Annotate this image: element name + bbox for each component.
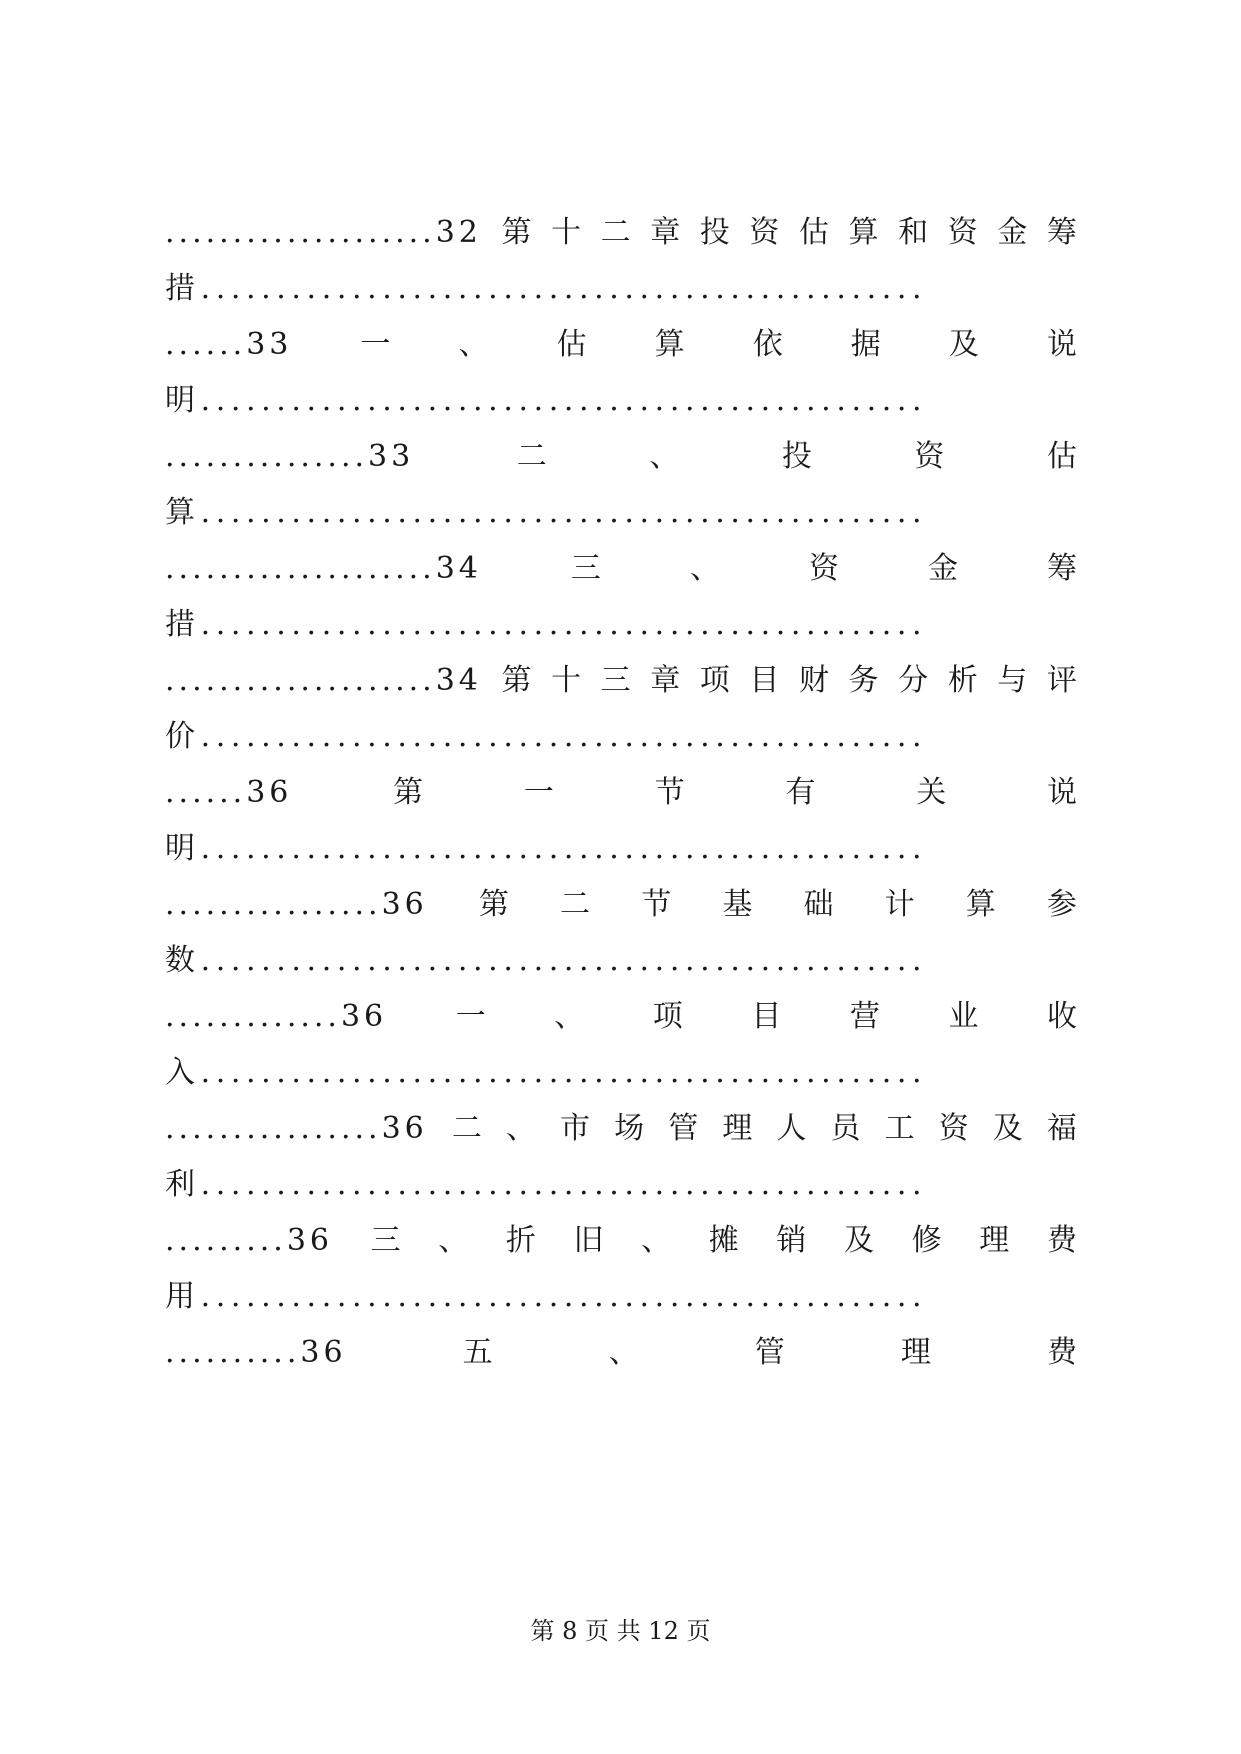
- toc-leader: 利................................................: [165, 1167, 928, 1202]
- toc-char: 评: [1046, 663, 1077, 698]
- toc-char: 、: [689, 551, 720, 586]
- toc-line: [165, 763, 1077, 823]
- toc-char: 三: [370, 1223, 401, 1258]
- toc-char: 理: [979, 1223, 1010, 1258]
- toc-char: 资: [749, 215, 780, 250]
- toc-char: 务: [848, 663, 879, 698]
- toc-char: 算: [848, 215, 879, 250]
- toc-char: 、: [608, 1335, 639, 1370]
- toc-char: 三: [600, 663, 631, 698]
- toc-char: 十: [551, 663, 582, 698]
- toc-char: 理: [722, 1111, 753, 1146]
- toc-char: 及: [992, 1111, 1023, 1146]
- toc-char: 十: [551, 215, 582, 250]
- toc-line: [165, 539, 1077, 599]
- toc-char: 、: [554, 999, 585, 1034]
- toc-line: [165, 1211, 1077, 1271]
- toc-char: 资: [914, 439, 945, 474]
- toc-line: [165, 987, 1077, 1047]
- toc-char: 二: [451, 1111, 482, 1146]
- toc-char: 人: [776, 1111, 807, 1146]
- toc-line: [165, 371, 1077, 431]
- toc-char: 三: [570, 551, 601, 586]
- toc-char: 管: [668, 1111, 699, 1146]
- toc-line: [165, 1323, 1077, 1383]
- toc-char: 销: [776, 1223, 807, 1258]
- toc-char: 五: [462, 1335, 493, 1370]
- toc-leader: 入................................................: [165, 1055, 928, 1090]
- toc-char: 投: [781, 439, 812, 474]
- toc-leader: 数................................................: [165, 943, 928, 978]
- toc-line: [165, 707, 1077, 767]
- toc-leader: ....................32: [165, 215, 482, 250]
- toc-char: 基: [722, 887, 753, 922]
- toc-line: [165, 651, 1077, 711]
- toc-char: 金: [997, 215, 1028, 250]
- toc-char: 工: [884, 1111, 915, 1146]
- toc-char: 说: [1046, 775, 1077, 810]
- page-footer: 第 8 页 共 12 页: [530, 1617, 711, 1645]
- toc-char: 说: [1046, 327, 1077, 362]
- toc-char: 项: [699, 663, 730, 698]
- toc-leader: ..........36: [165, 1335, 347, 1370]
- toc-char: 旧: [573, 1223, 604, 1258]
- toc-line: [165, 595, 1077, 655]
- toc-char: 费: [1046, 1335, 1077, 1370]
- toc-char: 据: [850, 327, 881, 362]
- toc-line: [165, 483, 1077, 543]
- toc-leader: ....................34: [165, 663, 482, 698]
- toc-char: 资: [938, 1111, 969, 1146]
- toc-char: 及: [844, 1223, 874, 1258]
- toc-line: [165, 1099, 1077, 1159]
- toc-char: 有: [785, 775, 816, 810]
- toc-char: 、: [641, 1223, 672, 1258]
- toc-line: [165, 931, 1077, 991]
- toc-leader: 明................................................: [165, 831, 928, 866]
- toc-leader: .............36: [165, 999, 388, 1034]
- toc-char: 场: [614, 1111, 645, 1146]
- toc-char: 费: [1046, 1223, 1077, 1258]
- toc-char: 节: [641, 887, 672, 922]
- toc-char: 计: [884, 887, 915, 922]
- toc-line: [165, 1043, 1077, 1103]
- toc-char: 第: [393, 775, 424, 810]
- toc-leader: ...............33: [165, 439, 415, 474]
- toc-char: 二: [560, 887, 591, 922]
- toc-char: 市: [560, 1111, 591, 1146]
- toc-line: [165, 1267, 1077, 1327]
- toc-char: 析: [947, 663, 978, 698]
- toc-char: 二: [600, 215, 631, 250]
- toc-char: 第: [501, 215, 532, 250]
- toc-char: 依: [752, 327, 783, 362]
- toc-char: 关: [916, 775, 947, 810]
- toc-char: 及: [948, 327, 979, 362]
- toc-char: 、: [505, 1111, 536, 1146]
- toc-leader: 措................................................: [165, 607, 928, 642]
- toc-line: [165, 819, 1077, 879]
- toc-char: 资: [808, 551, 839, 586]
- toc-line: [165, 427, 1077, 487]
- toc-char: 第: [478, 887, 509, 922]
- toc-char: 摊: [708, 1223, 739, 1258]
- toc-leader: ......36: [165, 775, 293, 810]
- toc-char: 估: [798, 215, 829, 250]
- toc-char: 一: [455, 999, 486, 1034]
- toc-char: 理: [900, 1335, 931, 1370]
- toc-char: 投: [699, 215, 730, 250]
- toc-char: 、: [649, 439, 680, 474]
- toc-leader: 算................................................: [165, 495, 928, 530]
- toc-char: 财: [798, 663, 829, 698]
- toc-char: 参: [1046, 887, 1077, 922]
- toc-leader: ....................34: [165, 551, 482, 586]
- toc-line: [165, 875, 1077, 935]
- toc-char: 目: [751, 999, 782, 1034]
- toc-char: 础: [803, 887, 834, 922]
- toc-char: 资: [947, 215, 978, 250]
- toc-char: 修: [911, 1223, 942, 1258]
- toc-char: 与: [997, 663, 1028, 698]
- toc-char: 、: [458, 327, 489, 362]
- toc-char: 折: [505, 1223, 536, 1258]
- toc-leader: 明................................................: [165, 383, 928, 418]
- toc-line: [165, 259, 1077, 319]
- toc-leader: 价................................................: [165, 719, 928, 754]
- toc-char: 筹: [1046, 215, 1077, 250]
- toc-leader: ................36: [165, 887, 428, 922]
- toc-char: 章: [650, 215, 681, 250]
- toc-char: 算: [965, 887, 996, 922]
- toc-char: 一: [360, 327, 391, 362]
- toc-char: 收: [1046, 999, 1077, 1034]
- toc-leader: 用................................................: [165, 1279, 928, 1314]
- toc-char: 营: [849, 999, 880, 1034]
- toc-char: 筹: [1046, 551, 1077, 586]
- toc-char: 目: [749, 663, 780, 698]
- toc-line: [165, 1155, 1077, 1215]
- toc-char: 节: [654, 775, 685, 810]
- toc-char: 福: [1046, 1111, 1077, 1146]
- toc-char: 一: [523, 775, 554, 810]
- toc-char: 金: [927, 551, 958, 586]
- toc-leader: ................36: [165, 1111, 428, 1146]
- toc-char: 管: [754, 1335, 785, 1370]
- toc-char: 章: [650, 663, 681, 698]
- toc-char: 第: [501, 663, 532, 698]
- toc-char: 算: [654, 327, 685, 362]
- toc-leader: .........36: [165, 1223, 333, 1258]
- toc-char: 二: [516, 439, 547, 474]
- toc-line: [165, 315, 1077, 375]
- toc-leader: ......33: [165, 327, 293, 362]
- toc-char: 业: [948, 999, 979, 1034]
- toc-char: 估: [556, 327, 587, 362]
- toc-char: 员: [830, 1111, 861, 1146]
- toc-char: 估: [1046, 439, 1077, 474]
- toc-char: 和: [898, 215, 929, 250]
- toc-char: 分: [898, 663, 929, 698]
- toc-char: 、: [438, 1223, 469, 1258]
- toc-line: [165, 203, 1077, 263]
- toc-char: 项: [652, 999, 683, 1034]
- toc-leader: 措................................................: [165, 271, 928, 306]
